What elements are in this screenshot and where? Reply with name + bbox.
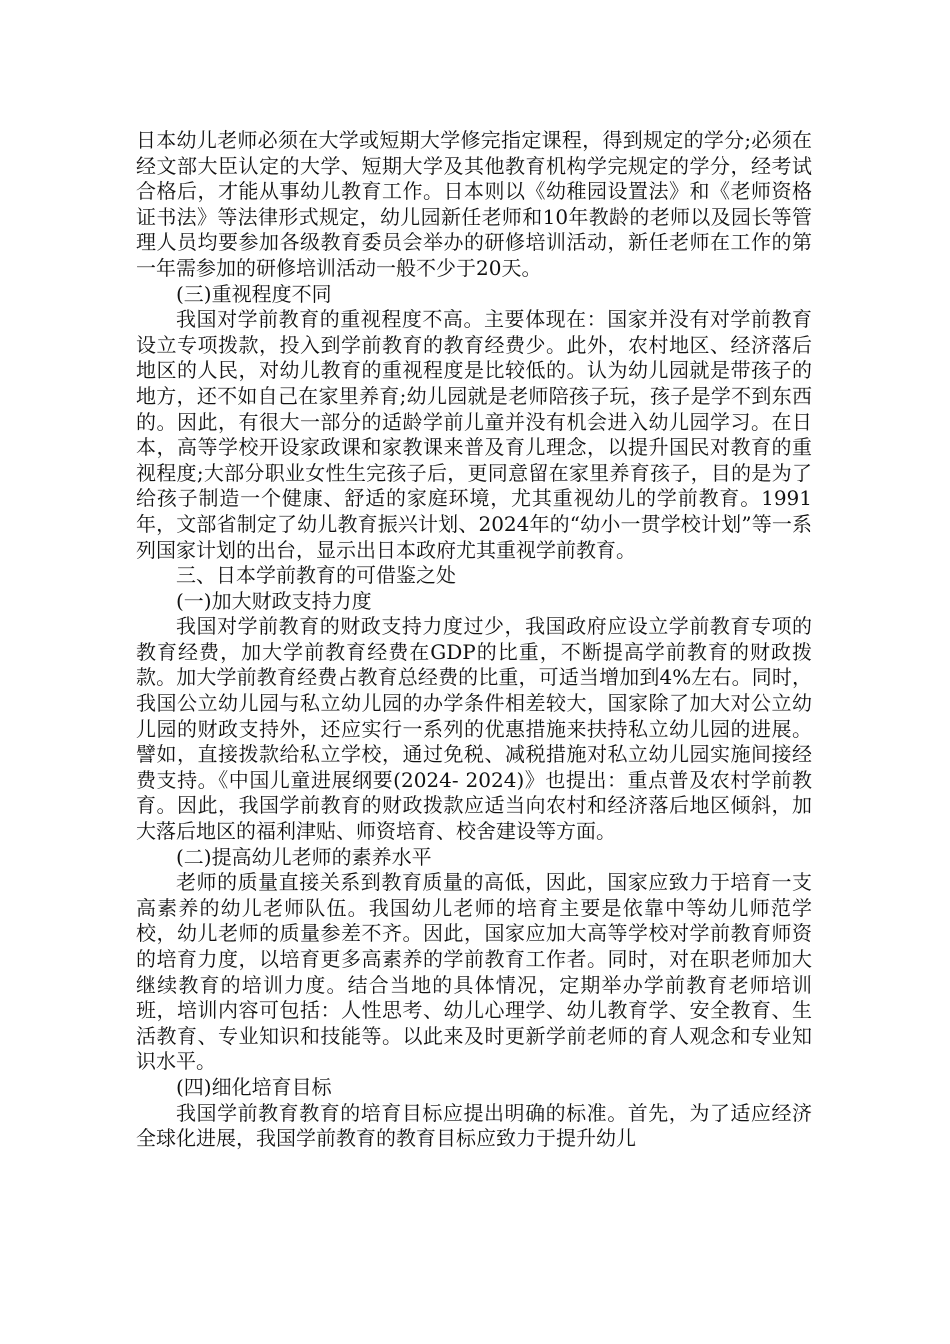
body-paragraph: 我国对学前教育的财政支持力度过少，我国政府应设立学前教育专项的教育经费，加大学前教育经费在GDP的比重，不断提高学前教育的财政拨款。加大学前教育经费占教育总经费的比重，可适当增加到4%左右。同时，我国公立幼儿园与私立幼儿园的办学条件相差较大，国家除了加大对公立幼儿园的财政支持外，还应实行一系列的优惠措施来扶持私立幼儿园的进展。譬如，直接拨款给私立学校，通过免税、减税措施对私立幼儿园实施间接经费支持。《中国儿童进展纲要(2024- 2024)》也提出：重点普及农村学前教育。因此，我国学前教育的财政拨款应适当向农村和经济落后地区倾斜，加大落后地区的福利津贴、师资培育、校舍建设等方面。 bbox=[136, 614, 812, 844]
body-paragraph: 我国学前教育教育的培育目标应提出明确的标准。首先，为了适应经济全球化进展，我国学前教育的教育目标应致力于提升幼儿 bbox=[136, 1100, 812, 1151]
subsection-heading: (四)细化培育目标 bbox=[176, 1074, 332, 1099]
section-heading: 三、日本学前教育的可借鉴之处 bbox=[176, 563, 456, 588]
document-page bbox=[136, 128, 812, 1152]
subsection-heading: (二)提高幼儿老师的素养水平 bbox=[176, 844, 432, 869]
body-paragraph: 我国对学前教育的重视程度不高。主要体现在：国家并没有对学前教育设立专项拨款，投入到学前教育的教育经费少。此外，农村地区、经济落后地区的人民，对幼儿教育的重视程度是比较低的。认为幼儿园就是带孩子的地方，还不如自己在家里养育;幼儿园就是老师陪孩子玩，孩子是学不到东西的。因此，有很大一部分的适龄学前儿童并没有机会进入幼儿园学习。在日本，高等学校开设家政课和家教课来普及育儿理念，以提升国民对教育的重视程度;大部分职业女性生完孩子后，更同意留在家里养育孩子，目的是为了给孩子制造一个健康、舒适的家庭环境，尤其重视幼儿的学前教育。1991年，文部省制定了幼儿教育振兴计划、2024年的“幼小一贯学校计划”等一系列国家计划的出台，显示出日本政府尤其重视学前教育。 bbox=[136, 307, 812, 562]
body-paragraph: 日本幼儿老师必须在大学或短期大学修完指定课程，得到规定的学分;必须在经文部大臣认定的大学、短期大学及其他教育机构学完规定的学分，经考试合格后，才能从事幼儿教育工作。日本则以《幼稚园设置法》和《老师资格证书法》等法律形式规定，幼儿园新任老师和10年教龄的老师以及园长等管理人员均要参加各级教育委员会举办的研修培训活动，新任老师在工作的第一年需参加的研修培训活动一般不少于20天。 bbox=[136, 128, 812, 280]
section-heading: (三)重视程度不同 bbox=[176, 281, 332, 306]
subsection-heading: (一)加大财政支持力度 bbox=[176, 588, 372, 613]
body-paragraph: 老师的质量直接关系到教育质量的高低，因此，国家应致力于培育一支高素养的幼儿老师队伍。我国幼儿老师的培育主要是依靠中等幼儿师范学校，幼儿老师的质量参差不齐。因此，国家应加大高等学校对学前教育师资的培育力度，以培育更多高素养的学前教育工作者。同时，对在职老师加大继续教育的培训力度。结合当地的具体情况，定期举办学前教育老师培训班，培训内容可包括：人性思考、幼儿心理学、幼儿教育学、安全教育、生活教育、专业知识和技能等。以此来及时更新学前老师的育人观念和专业知识水平。 bbox=[136, 870, 812, 1074]
